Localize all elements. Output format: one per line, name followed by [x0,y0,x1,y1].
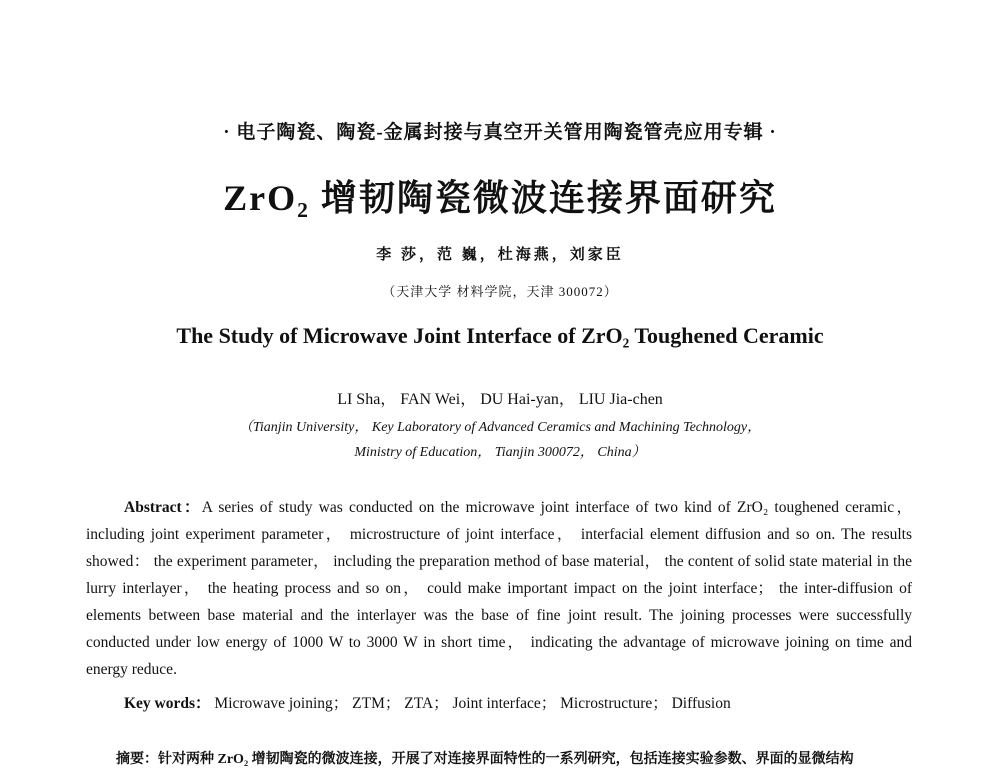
abstract-chinese-partial: 摘要：针对两种 ZrO₂ 增韧陶瓷的微波连接，开展了对连接界面特性的一系列研究，包括连接实验参数、界面的显微结构 [116,752,854,767]
affiliation-chinese: （天津大学 材料学院，天津 300072） [382,284,618,299]
keywords-label: Key words： [124,695,211,712]
abstract-text: A series of study was conducted on the microwave joint interface of two kind of ZrO₂ toughened ceramic， including joint experiment parameter， microstructure of joint interface， interfacial element diffusion and so on. The results showed： the experiment parameter， including the preparation method of base material， the content of solid state material in the lurry interlayer， the heating process and so on， could make important impact on the joint interface； the inter-diffusion of elements between base material and the interlayer was the base of fine joint result. The joining processes were successfully conducted under low energy of 1000 W to 3000 W in short time， indicating the advantage of microwave joining on time and energy reduce. [86,499,912,678]
affiliation-english-line-1: （Tianjin University， Key Laboratory of Advanced Ceramics and Machining Technology， [238,420,762,435]
abstract-label: Abstract： [124,499,202,516]
title-chinese: ZrO₂ 增韧陶瓷微波连接界面研究 [223,178,777,218]
title-english: The Study of Microwave Joint Interface of ZrO₂ Toughened Ceramic [176,323,824,348]
keywords-text: Microwave joining； ZTM； ZTA； Joint interface； Microstructure； Diffusion [214,695,731,712]
abstract-paragraph [86,494,912,683]
affiliation-english-line-2: Ministry of Education， Tianjin 300072， China） [354,445,646,460]
series-banner: · 电子陶瓷、陶瓷-金属封接与真空开关管用陶瓷管壳应用专辑 · [223,122,777,143]
authors-chinese: 李 莎，范 巍，杜海燕，刘家臣 [376,247,624,263]
authors-english: LI Sha， FAN Wei， DU Hai-yan， LIU Jia-chen [337,391,663,408]
keywords-line [124,691,731,713]
